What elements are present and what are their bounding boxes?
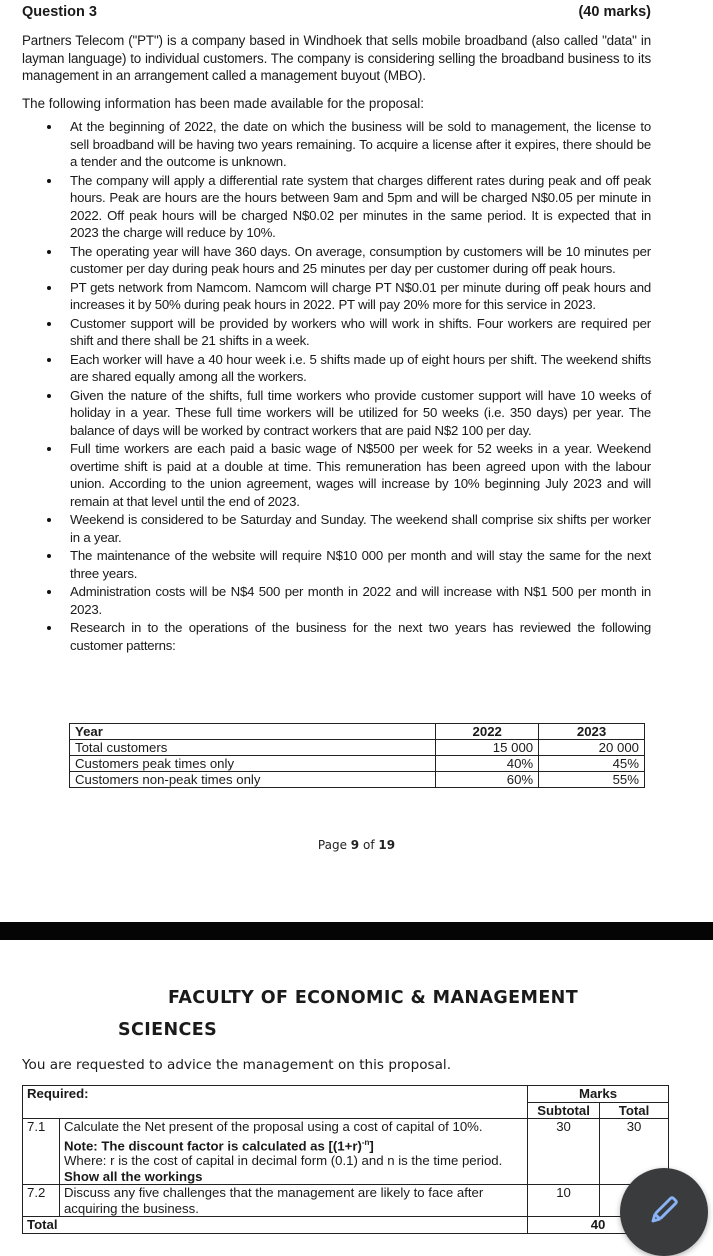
page-number: Page 9 of 19 <box>317 838 396 852</box>
bullet-item: Full time workers are each paid a basic wage of N$500 per week for 52 weeks in a year. Weekend overtime shift is paid at a double at time. This remuneration has been agreed upon with the labour union. According to the union agreement, wages will increase by 10% beginning July 2023 and will remain at that level until the end of 2023. <box>22 440 651 510</box>
bullet-item: The company will apply a differential rate system that charges different rates during peak and off peak hours. Peak are hours are the hours between 9am and 5pm and will be charged N$0.05 per minute in 2022. Off peak hours will be charged N$0.02 per minutes in the same period. It is expected that in 2023 the charge will reduce by 10%. <box>22 172 651 242</box>
bullet-item: The operating year will have 360 days. On average, consumption by customers will be 10 minutes per customer per day during peak hours and 25 minutes per day per customer during off peak hours. <box>22 243 651 278</box>
customer-patterns-table <box>69 723 645 788</box>
edit-fab-button[interactable] <box>620 1168 708 1256</box>
total-label: Total <box>600 1102 669 1119</box>
row-label: Customers non-peak times only <box>70 772 436 788</box>
lead-paragraph: The following information has been made available for the proposal: <box>22 96 424 111</box>
table-row <box>70 756 645 772</box>
subtotal-value: 30 <box>528 1119 600 1185</box>
current-page: 9 <box>350 838 360 852</box>
cell-value: 55% <box>539 772 645 788</box>
bullet-icon <box>47 518 51 522</box>
row-label: Customers peak times only <box>70 756 436 772</box>
question-title: Question 3 <box>22 4 97 20</box>
item-number: 7.2 <box>23 1185 60 1217</box>
header-cell: Year <box>70 724 436 740</box>
cell-value: 15 000 <box>436 740 539 756</box>
discount-factor-note: Note: The discount factor is calculated as $[(1+r)^{-n}]$ <box>63 1137 374 1153</box>
table-row-7-1 <box>23 1119 669 1185</box>
table-header-row <box>23 1086 669 1103</box>
bullet-item: Weekend is considered to be Saturday and Sunday. The weekend shall comprise six shifts per worker in a year. <box>22 511 651 546</box>
bullet-icon <box>47 286 51 290</box>
faculty-heading-line2: SCIENCES <box>118 1020 218 1040</box>
header-cell: 2022 <box>436 724 539 740</box>
marks-label: Marks <box>528 1086 669 1103</box>
question-marks: (40 marks) <box>578 4 651 20</box>
row-label: Total customers <box>70 740 436 756</box>
bullet-icon <box>47 447 51 451</box>
bullet-item: Administration costs will be N$4 500 per month in 2022 and will increase with N$1 500 per month in 2023. <box>22 583 651 618</box>
cell-value: 45% <box>539 756 645 772</box>
bullet-icon <box>47 358 51 362</box>
required-label: Required: <box>23 1086 528 1119</box>
cell-value: 60% <box>436 772 539 788</box>
table-row <box>70 740 645 756</box>
intro-paragraph: Partners Telecom ("PT") is a company based in Windhoek that sells mobile broadband (also called "data" in layman language) to individual customers. The company is considering selling the broadband business to its management in an arrangement called a management buyout (MBO). <box>22 33 651 83</box>
bullet-item: Research in to the operations of the business for the next two years has reviewed the following customer patterns: <box>22 619 651 654</box>
bullet-icon <box>47 322 51 326</box>
total-pages: 19 <box>378 838 396 852</box>
advice-paragraph: You are requested to advice the management on this proposal. <box>22 1057 452 1073</box>
required-marks-table <box>22 1085 669 1234</box>
item-number: 7.1 <box>23 1119 60 1185</box>
bullet-icon <box>47 626 51 630</box>
bullet-item: The maintenance of the website will require N$10 000 per month and will stay the same for the next three years. <box>22 547 651 582</box>
item-description: Calculate the Net present of the proposal using a cost of capital of 10%. Note: The discount factor is calculated as $[(1+r)^{-n}]$ Where: r is the cost of capital in decimal form (0.1) and n is the time period. Show all the workings <box>59 1119 527 1185</box>
bullet-icon <box>47 554 51 558</box>
bullet-item: At the beginning of 2022, the date on which the business will be sold to management, the license to sell broadband will be having two years remaining. To acquire a license after it expires, there should be a tender and the outcome is unknown. <box>22 118 651 171</box>
table-header-row <box>70 724 645 740</box>
table-footer-row <box>23 1217 669 1234</box>
footer-total-label: Total <box>23 1217 528 1234</box>
bullet-icon <box>47 590 51 594</box>
subtotal-value: 10 <box>528 1185 600 1217</box>
header-cell: 2023 <box>539 724 645 740</box>
bullet-item: Customer support will be provided by workers who will work in shifts. Four workers are required per shift and there shall be 21 shifts in a week. <box>22 315 651 350</box>
faculty-heading-line1: FACULTY OF ECONOMIC & MANAGEMENT <box>168 988 579 1008</box>
item-description: Discuss any five challenges that the management are likely to face after acquiring the business. <box>59 1185 527 1217</box>
bullet-item: Given the nature of the shifts, full time workers who provide customer support will have 10 weeks of holiday in a year. These full time workers will be utilized for 50 weeks (i.e. 350 days) per year. The balance of days will be worked by contract workers that are paid N$2 100 per day. <box>22 387 651 440</box>
cell-value: 20 000 <box>539 740 645 756</box>
bullet-icon <box>47 179 51 183</box>
table-row-7-2 <box>23 1185 669 1217</box>
subtotal-label: Subtotal <box>528 1102 600 1119</box>
bullet-icon <box>47 250 51 254</box>
table-row <box>70 772 645 788</box>
footer-total-value: 40 <box>528 1217 669 1234</box>
cell-value: 40% <box>436 756 539 772</box>
bullet-item: Each worker will have a 40 hour week i.e. 5 shifts made up of eight hours per shift. The weekend shifts are shared equally among all the workers. <box>22 351 651 386</box>
bullet-icon <box>47 394 51 398</box>
bullet-item: PT gets network from Namcom. Namcom will charge PT N$0.01 per minute during off peak hours and increases it by 50% during peak hours in 2022. PT will pay 20% more for this service in 2023. <box>22 279 651 314</box>
question-header <box>22 4 651 20</box>
pencil-icon <box>647 1193 681 1232</box>
total-value: 30 <box>600 1119 669 1185</box>
page-separator <box>0 922 713 940</box>
information-bullet-list <box>22 118 651 655</box>
bullet-icon <box>47 125 51 129</box>
